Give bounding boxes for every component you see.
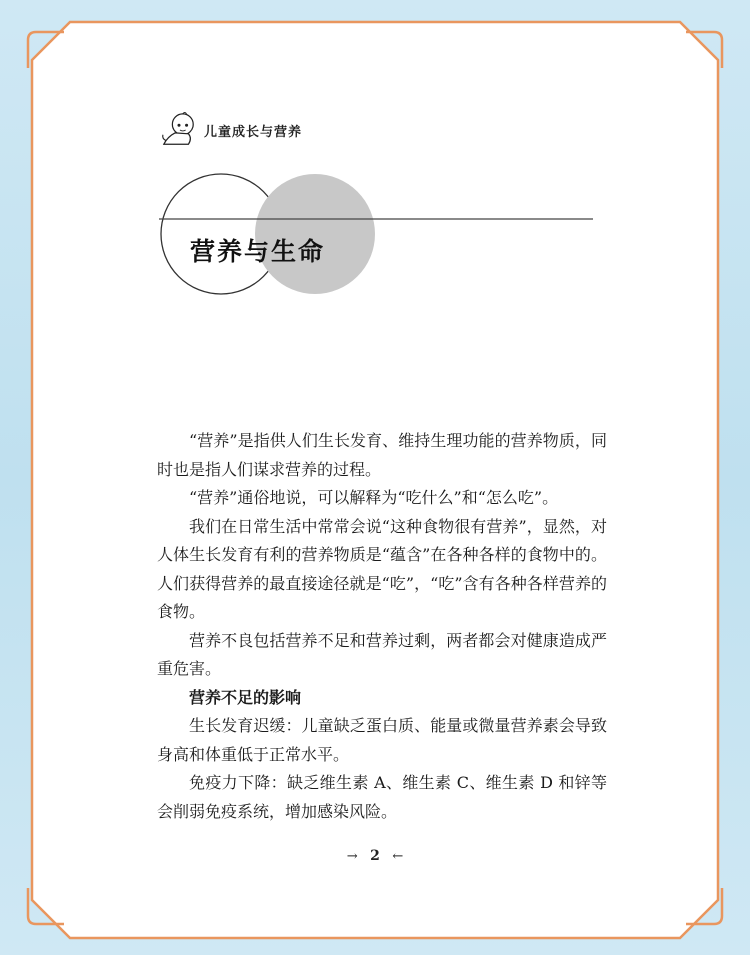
paragraph: 我们在日常生活中常常会说“这种食物很有营养”，显然，对人体生长发育有利的营养物质是“蕴含”在各种各样的食物中的。人们获得营养的最直接途径就是“吃”，“吃”含有各种各样营养的食物。 [157, 516, 607, 621]
paragraph: 营养不良包括营养不足和营养过剩，两者都会对健康造成严重危害。 [157, 630, 607, 678]
page-number: 2 [370, 848, 380, 864]
section-heading: 营养不足的影响 [189, 687, 302, 707]
paragraph: 生长发育迟缓：儿童缺乏蛋白质、能量或微量营养素会导致身高和体重低于正常水平。 [157, 716, 607, 764]
baby-icon [160, 112, 198, 148]
chapter-title: 营养与生命 [190, 237, 326, 266]
right-arrow-icon: → [346, 849, 358, 864]
paragraph: 免疫力下降：缺乏维生素 A、维生素 C、维生素 D 和锌等会削弱免疫系统，增加感染风险。 [157, 773, 607, 821]
running-head [160, 112, 302, 148]
page-footer [0, 848, 750, 864]
left-arrow-icon: ← [392, 849, 404, 864]
running-head-title: 儿童成长与营养 [204, 124, 303, 140]
paragraph: “营养”通俗地说，可以解释为“吃什么”和“怎么吃”。 [189, 488, 559, 507]
body-text [157, 427, 607, 826]
paragraph: “营养”是指供人们生长发育、维持生理功能的营养物质，同时也是指人们谋求营养的过程。 [157, 431, 607, 479]
